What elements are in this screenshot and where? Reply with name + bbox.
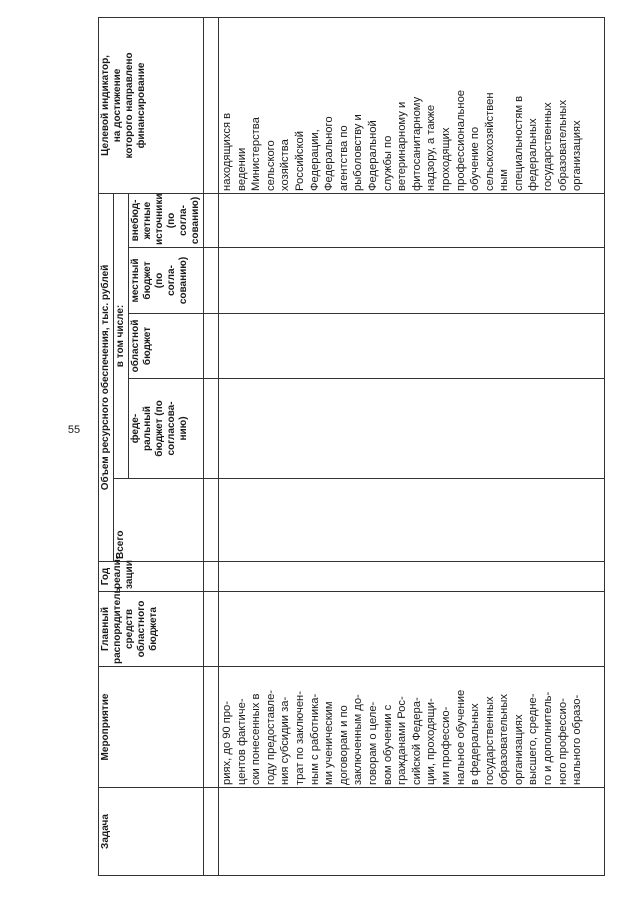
header-regional: областной бюджет: [129, 314, 204, 379]
header-indicator: Целевой индикатор, на достижение которого направлено финансирование: [99, 17, 204, 193]
table-row: [219, 17, 605, 875]
cell-local: [219, 248, 605, 314]
header-including: в том числе:: [114, 193, 129, 478]
cell-extra: [219, 193, 605, 247]
blank-cell: [204, 788, 219, 876]
header-year: Год реали- зации: [99, 562, 204, 592]
cell-measure: риях, до 90 про- центов фактиче- ски понесенных в году предоставле- ния субсидии за- трат по заключен- ным с работника- ми ученическим договорам и по заключенным до- говорам о целе- вом обучении с гражданами Рос- сийской Федера- ции, проходящи- ми профессио- нальное обучение в федеральных государственных образовательных организациях высшего, средне- го и дополнитель- ного профессио- нального образо-: [219, 667, 605, 788]
blank-cell: [204, 667, 219, 788]
blank-cell: [204, 314, 219, 379]
blank-cell: [204, 248, 219, 314]
cell-task: [219, 788, 605, 876]
blank-cell: [204, 479, 219, 562]
blank-cell: [204, 17, 219, 193]
cell-distributor: [219, 592, 605, 667]
header-task: Задача: [99, 788, 204, 876]
blank-cell: [204, 562, 219, 592]
header-volume: Объем ресурсного обеспечения, тыс. рублей: [99, 193, 114, 561]
header-measure: Мероприятие: [99, 667, 204, 788]
blank-cell: [204, 379, 219, 479]
blank-cell: [204, 193, 219, 247]
cell-indicator: находящихся в ведении Министерства сельского хозяйства Российской Федерации, Федерального агентства по рыболовству и Федеральной службы по ветеринарному и фитосанитарному надзору, а также проходящих профессиональное обучение по сельскохозяйствен ным специальностям в федеральных государственных образовательных организациях: [219, 17, 605, 193]
rotated-table-frame: [98, 18, 605, 876]
header-distributor: Главный распорядитель средств областного бюджета: [99, 592, 204, 667]
cell-total: [219, 479, 605, 562]
blank-cell: [204, 592, 219, 667]
cell-federal: [219, 379, 605, 479]
header-federal: феде- ральный бюджет (по согласова- нию): [129, 379, 204, 479]
resource-table: [98, 17, 605, 876]
header-extra: внебюд- жетные источники (по согла- сованию): [129, 193, 204, 247]
page-number: 55: [67, 424, 81, 436]
cell-year: [219, 562, 605, 592]
header-total: Всего: [114, 479, 204, 562]
cell-regional: [219, 314, 605, 379]
header-local: местный бюджет (по согла- сованию): [129, 248, 204, 314]
